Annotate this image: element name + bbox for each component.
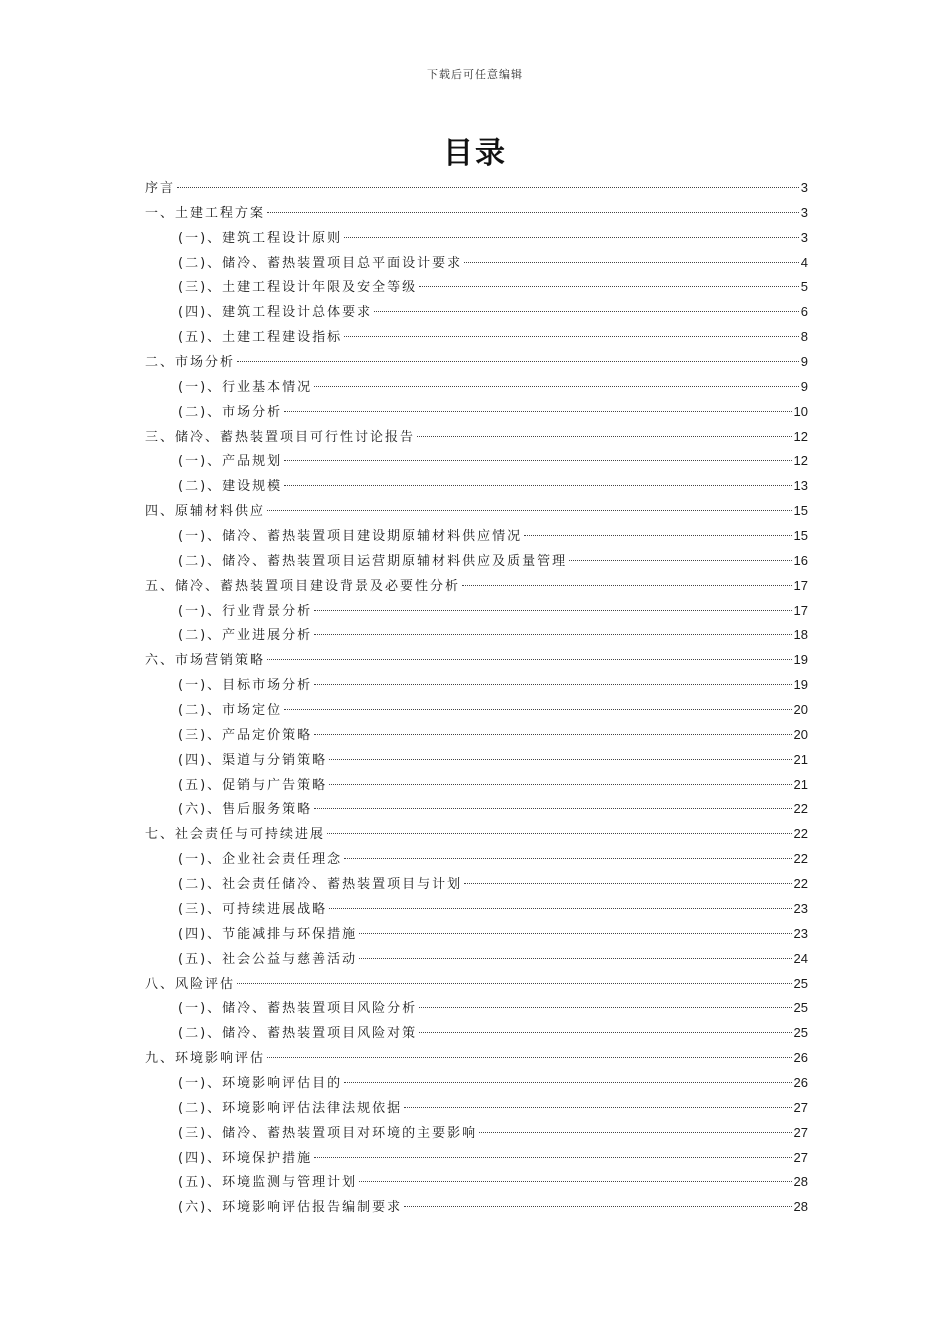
toc-page-number: 3 <box>800 204 808 220</box>
toc-page-number: 21 <box>793 776 808 792</box>
toc-section-entry[interactable] <box>145 449 808 474</box>
toc-page-number: 22 <box>793 876 808 892</box>
toc-section-entry[interactable] <box>145 300 808 325</box>
toc-entry-title: (二)、建设规模 <box>178 479 283 495</box>
toc-entry-title: (三)、可持续进展战略 <box>178 901 328 917</box>
toc-section-entry[interactable] <box>145 872 808 897</box>
toc-dot-leader <box>464 261 799 263</box>
toc-chapter-entry[interactable] <box>145 1046 808 1071</box>
toc-section-entry[interactable] <box>145 1121 808 1146</box>
toc-chapter-entry[interactable] <box>145 822 808 847</box>
toc-entry-title: (五)、社会公益与慈善活动 <box>178 951 358 967</box>
toc-entry-title: 序言 <box>145 181 176 196</box>
toc-entry-title: (三)、土建工程设计年限及安全等级 <box>178 280 418 296</box>
toc-entry-title: (二)、市场定位 <box>178 703 283 719</box>
toc-entry-title: (六)、环境影响评估报告编制要求 <box>178 1200 403 1216</box>
toc-entry-title: (四)、渠道与分销策略 <box>178 752 328 768</box>
toc-section-entry[interactable] <box>145 1195 808 1220</box>
toc-page-number: 9 <box>800 354 808 370</box>
toc-dot-leader <box>284 459 791 461</box>
toc-dot-leader <box>314 683 791 685</box>
toc-entry-title: 一、土建工程方案 <box>145 205 266 221</box>
toc-dot-leader <box>344 1081 791 1083</box>
toc-chapter-entry[interactable] <box>145 176 808 201</box>
toc-dot-leader <box>404 1205 791 1207</box>
toc-page-number: 19 <box>793 652 808 668</box>
toc-dot-leader <box>419 285 799 287</box>
toc-entry-title: (一)、行业背景分析 <box>178 603 313 619</box>
toc-entry-title: (四)、建筑工程设计总体要求 <box>178 305 373 321</box>
toc-entry-title: 六、市场营销策略 <box>145 653 266 669</box>
toc-dot-leader <box>329 907 791 909</box>
toc-dot-leader <box>569 559 791 561</box>
toc-page-number: 25 <box>793 1025 808 1041</box>
toc-dot-leader <box>374 310 799 312</box>
toc-section-entry[interactable] <box>145 698 808 723</box>
toc-section-entry[interactable] <box>145 275 808 300</box>
toc-dot-leader <box>314 609 791 611</box>
toc-dot-leader <box>267 658 792 660</box>
toc-chapter-entry[interactable] <box>145 499 808 524</box>
toc-chapter-entry[interactable] <box>145 350 808 375</box>
toc-page-number: 9 <box>800 378 808 394</box>
toc-section-entry[interactable] <box>145 1021 808 1046</box>
toc-dot-leader <box>344 236 799 238</box>
toc-page-number: 8 <box>800 329 808 345</box>
toc-entry-title: (一)、环境影响评估目的 <box>178 1075 343 1091</box>
toc-entry-title: (二)、储冷、蓄热装置项目风险对策 <box>178 1026 418 1042</box>
toc-page-number: 27 <box>793 1149 808 1165</box>
toc-entry-title: (一)、目标市场分析 <box>178 678 313 694</box>
toc-page-number: 6 <box>800 304 808 320</box>
table-of-contents <box>145 176 808 1220</box>
toc-dot-leader <box>284 484 791 486</box>
toc-page-number: 24 <box>793 950 808 966</box>
toc-entry-title: (二)、市场分析 <box>178 404 283 420</box>
toc-entry-title: (一)、建筑工程设计原则 <box>178 230 343 246</box>
toc-page-number: 22 <box>793 851 808 867</box>
toc-entry-title: (三)、产品定价策略 <box>178 727 313 743</box>
toc-entry-title: (四)、环境保护措施 <box>178 1150 313 1166</box>
toc-page-number: 15 <box>793 528 808 544</box>
toc-dot-leader <box>327 832 792 834</box>
toc-page-number: 27 <box>793 1099 808 1115</box>
toc-page-number: 25 <box>793 1000 808 1016</box>
toc-dot-leader <box>237 360 799 362</box>
toc-page-number: 13 <box>793 478 808 494</box>
toc-dot-leader <box>314 807 791 809</box>
toc-page-number: 23 <box>793 925 808 941</box>
toc-dot-leader <box>329 783 791 785</box>
toc-entry-title: 二、市场分析 <box>145 355 236 371</box>
toc-section-entry[interactable] <box>145 947 808 972</box>
toc-entry-title: 七、社会责任与可持续进展 <box>145 827 326 843</box>
toc-dot-leader <box>284 410 791 412</box>
toc-page-number: 16 <box>793 552 808 568</box>
toc-section-entry[interactable] <box>145 922 808 947</box>
toc-section-entry[interactable] <box>145 1096 808 1121</box>
toc-chapter-entry[interactable] <box>145 574 808 599</box>
toc-section-entry[interactable] <box>145 1071 808 1096</box>
toc-section-entry[interactable] <box>145 897 808 922</box>
toc-dot-leader <box>237 982 792 984</box>
toc-dot-leader <box>359 957 791 959</box>
toc-page-number: 26 <box>793 1050 808 1066</box>
toc-entry-title: (二)、储冷、蓄热装置项目总平面设计要求 <box>178 255 463 271</box>
toc-section-entry[interactable] <box>145 375 808 400</box>
toc-page-number: 20 <box>793 726 808 742</box>
toc-page-number: 12 <box>793 428 808 444</box>
toc-page-number: 19 <box>793 677 808 693</box>
toc-page-number: 15 <box>793 503 808 519</box>
toc-section-entry[interactable] <box>145 797 808 822</box>
toc-dot-leader <box>344 857 791 859</box>
toc-section-entry[interactable] <box>145 549 808 574</box>
toc-section-entry[interactable] <box>145 1146 808 1171</box>
toc-dot-leader <box>359 932 791 934</box>
toc-entry-title: (二)、储冷、蓄热装置项目运营期原辅材料供应及质量管理 <box>178 553 568 569</box>
toc-dot-leader <box>417 435 792 437</box>
toc-page-number: 3 <box>800 229 808 245</box>
toc-entry-title: 九、环境影响评估 <box>145 1051 266 1067</box>
toc-page-number: 17 <box>793 602 808 618</box>
toc-entry-title: (五)、促销与广告策略 <box>178 777 328 793</box>
toc-entry-title: (一)、产品规划 <box>178 454 283 470</box>
toc-entry-title: 八、风险评估 <box>145 976 236 992</box>
toc-dot-leader <box>267 509 792 511</box>
toc-entry-title: (二)、社会责任储冷、蓄热装置项目与计划 <box>178 877 463 893</box>
toc-dot-leader <box>314 1156 791 1158</box>
toc-entry-title: (六)、售后服务策略 <box>178 802 313 818</box>
toc-page-number: 21 <box>793 751 808 767</box>
toc-page-number: 22 <box>793 801 808 817</box>
toc-dot-leader <box>464 882 791 884</box>
toc-dot-leader <box>267 211 799 213</box>
toc-section-entry[interactable] <box>145 474 808 499</box>
toc-dot-leader <box>462 584 792 586</box>
toc-page-number: 28 <box>793 1174 808 1190</box>
toc-entry-title: (五)、环境监测与管理计划 <box>178 1175 358 1191</box>
toc-entry-title: (五)、土建工程建设指标 <box>178 330 343 346</box>
toc-section-entry[interactable] <box>145 400 808 425</box>
toc-page-number: 20 <box>793 702 808 718</box>
toc-section-entry[interactable] <box>145 524 808 549</box>
toc-dot-leader <box>314 385 799 387</box>
toc-chapter-entry[interactable] <box>145 972 808 997</box>
toc-page-number: 27 <box>793 1124 808 1140</box>
toc-page-number: 18 <box>793 627 808 643</box>
toc-entry-title: (一)、企业社会责任理念 <box>178 852 343 868</box>
toc-dot-leader <box>177 186 799 188</box>
toc-page-number: 3 <box>800 180 808 195</box>
toc-page-number: 22 <box>793 826 808 842</box>
toc-entry-title: (三)、储冷、蓄热装置项目对环境的主要影响 <box>178 1125 478 1141</box>
toc-page-number: 26 <box>793 1074 808 1090</box>
toc-entry-title: 四、原辅材料供应 <box>145 504 266 520</box>
toc-dot-leader <box>479 1131 791 1133</box>
toc-entry-title: 三、储冷、蓄热装置项目可行性讨论报告 <box>145 429 416 445</box>
toc-page-number: 4 <box>800 254 808 270</box>
page-title: 目录 <box>443 136 507 171</box>
toc-dot-leader <box>419 1006 791 1008</box>
toc-page-number: 23 <box>793 900 808 916</box>
toc-dot-leader <box>314 733 791 735</box>
toc-page-number: 17 <box>793 577 808 593</box>
toc-chapter-entry[interactable] <box>145 425 808 450</box>
toc-page-number: 10 <box>793 403 808 419</box>
toc-entry-title: (四)、节能减排与环保措施 <box>178 926 358 942</box>
toc-chapter-entry[interactable] <box>145 201 808 226</box>
header-note: 下载后可任意编辑 <box>427 68 523 81</box>
toc-page-number: 25 <box>793 975 808 991</box>
toc-entry-title: (一)、储冷、蓄热装置项目建设期原辅材料供应情况 <box>178 529 523 545</box>
toc-dot-leader <box>314 633 791 635</box>
toc-dot-leader <box>404 1106 791 1108</box>
toc-dot-leader <box>419 1031 791 1033</box>
toc-entry-title: 五、储冷、蓄热装置项目建设背景及必要性分析 <box>145 578 461 594</box>
toc-chapter-entry[interactable] <box>145 648 808 673</box>
toc-section-entry[interactable] <box>145 599 808 624</box>
toc-section-entry[interactable] <box>145 847 808 872</box>
toc-dot-leader <box>284 708 791 710</box>
toc-entry-title: (一)、储冷、蓄热装置项目风险分析 <box>178 1001 418 1017</box>
toc-dot-leader <box>267 1056 792 1058</box>
toc-page-number: 12 <box>793 453 808 469</box>
toc-section-entry[interactable] <box>145 673 808 698</box>
toc-entry-title: (二)、产业进展分析 <box>178 628 313 644</box>
toc-section-entry[interactable] <box>145 226 808 251</box>
toc-page-number: 28 <box>793 1199 808 1215</box>
toc-section-entry[interactable] <box>145 773 808 798</box>
toc-page-number: 5 <box>800 279 808 295</box>
toc-section-entry[interactable] <box>145 723 808 748</box>
toc-entry-title: (二)、环境影响评估法律法规依据 <box>178 1100 403 1116</box>
toc-section-entry[interactable] <box>145 1170 808 1195</box>
toc-dot-leader <box>359 1180 791 1182</box>
toc-section-entry[interactable] <box>145 251 808 276</box>
toc-entry-title: (一)、行业基本情况 <box>178 379 313 395</box>
toc-dot-leader <box>329 758 791 760</box>
toc-section-entry[interactable] <box>145 325 808 350</box>
toc-dot-leader <box>524 534 791 536</box>
toc-dot-leader <box>344 335 799 337</box>
toc-section-entry[interactable] <box>145 996 808 1021</box>
toc-section-entry[interactable] <box>145 623 808 648</box>
toc-section-entry[interactable] <box>145 748 808 773</box>
